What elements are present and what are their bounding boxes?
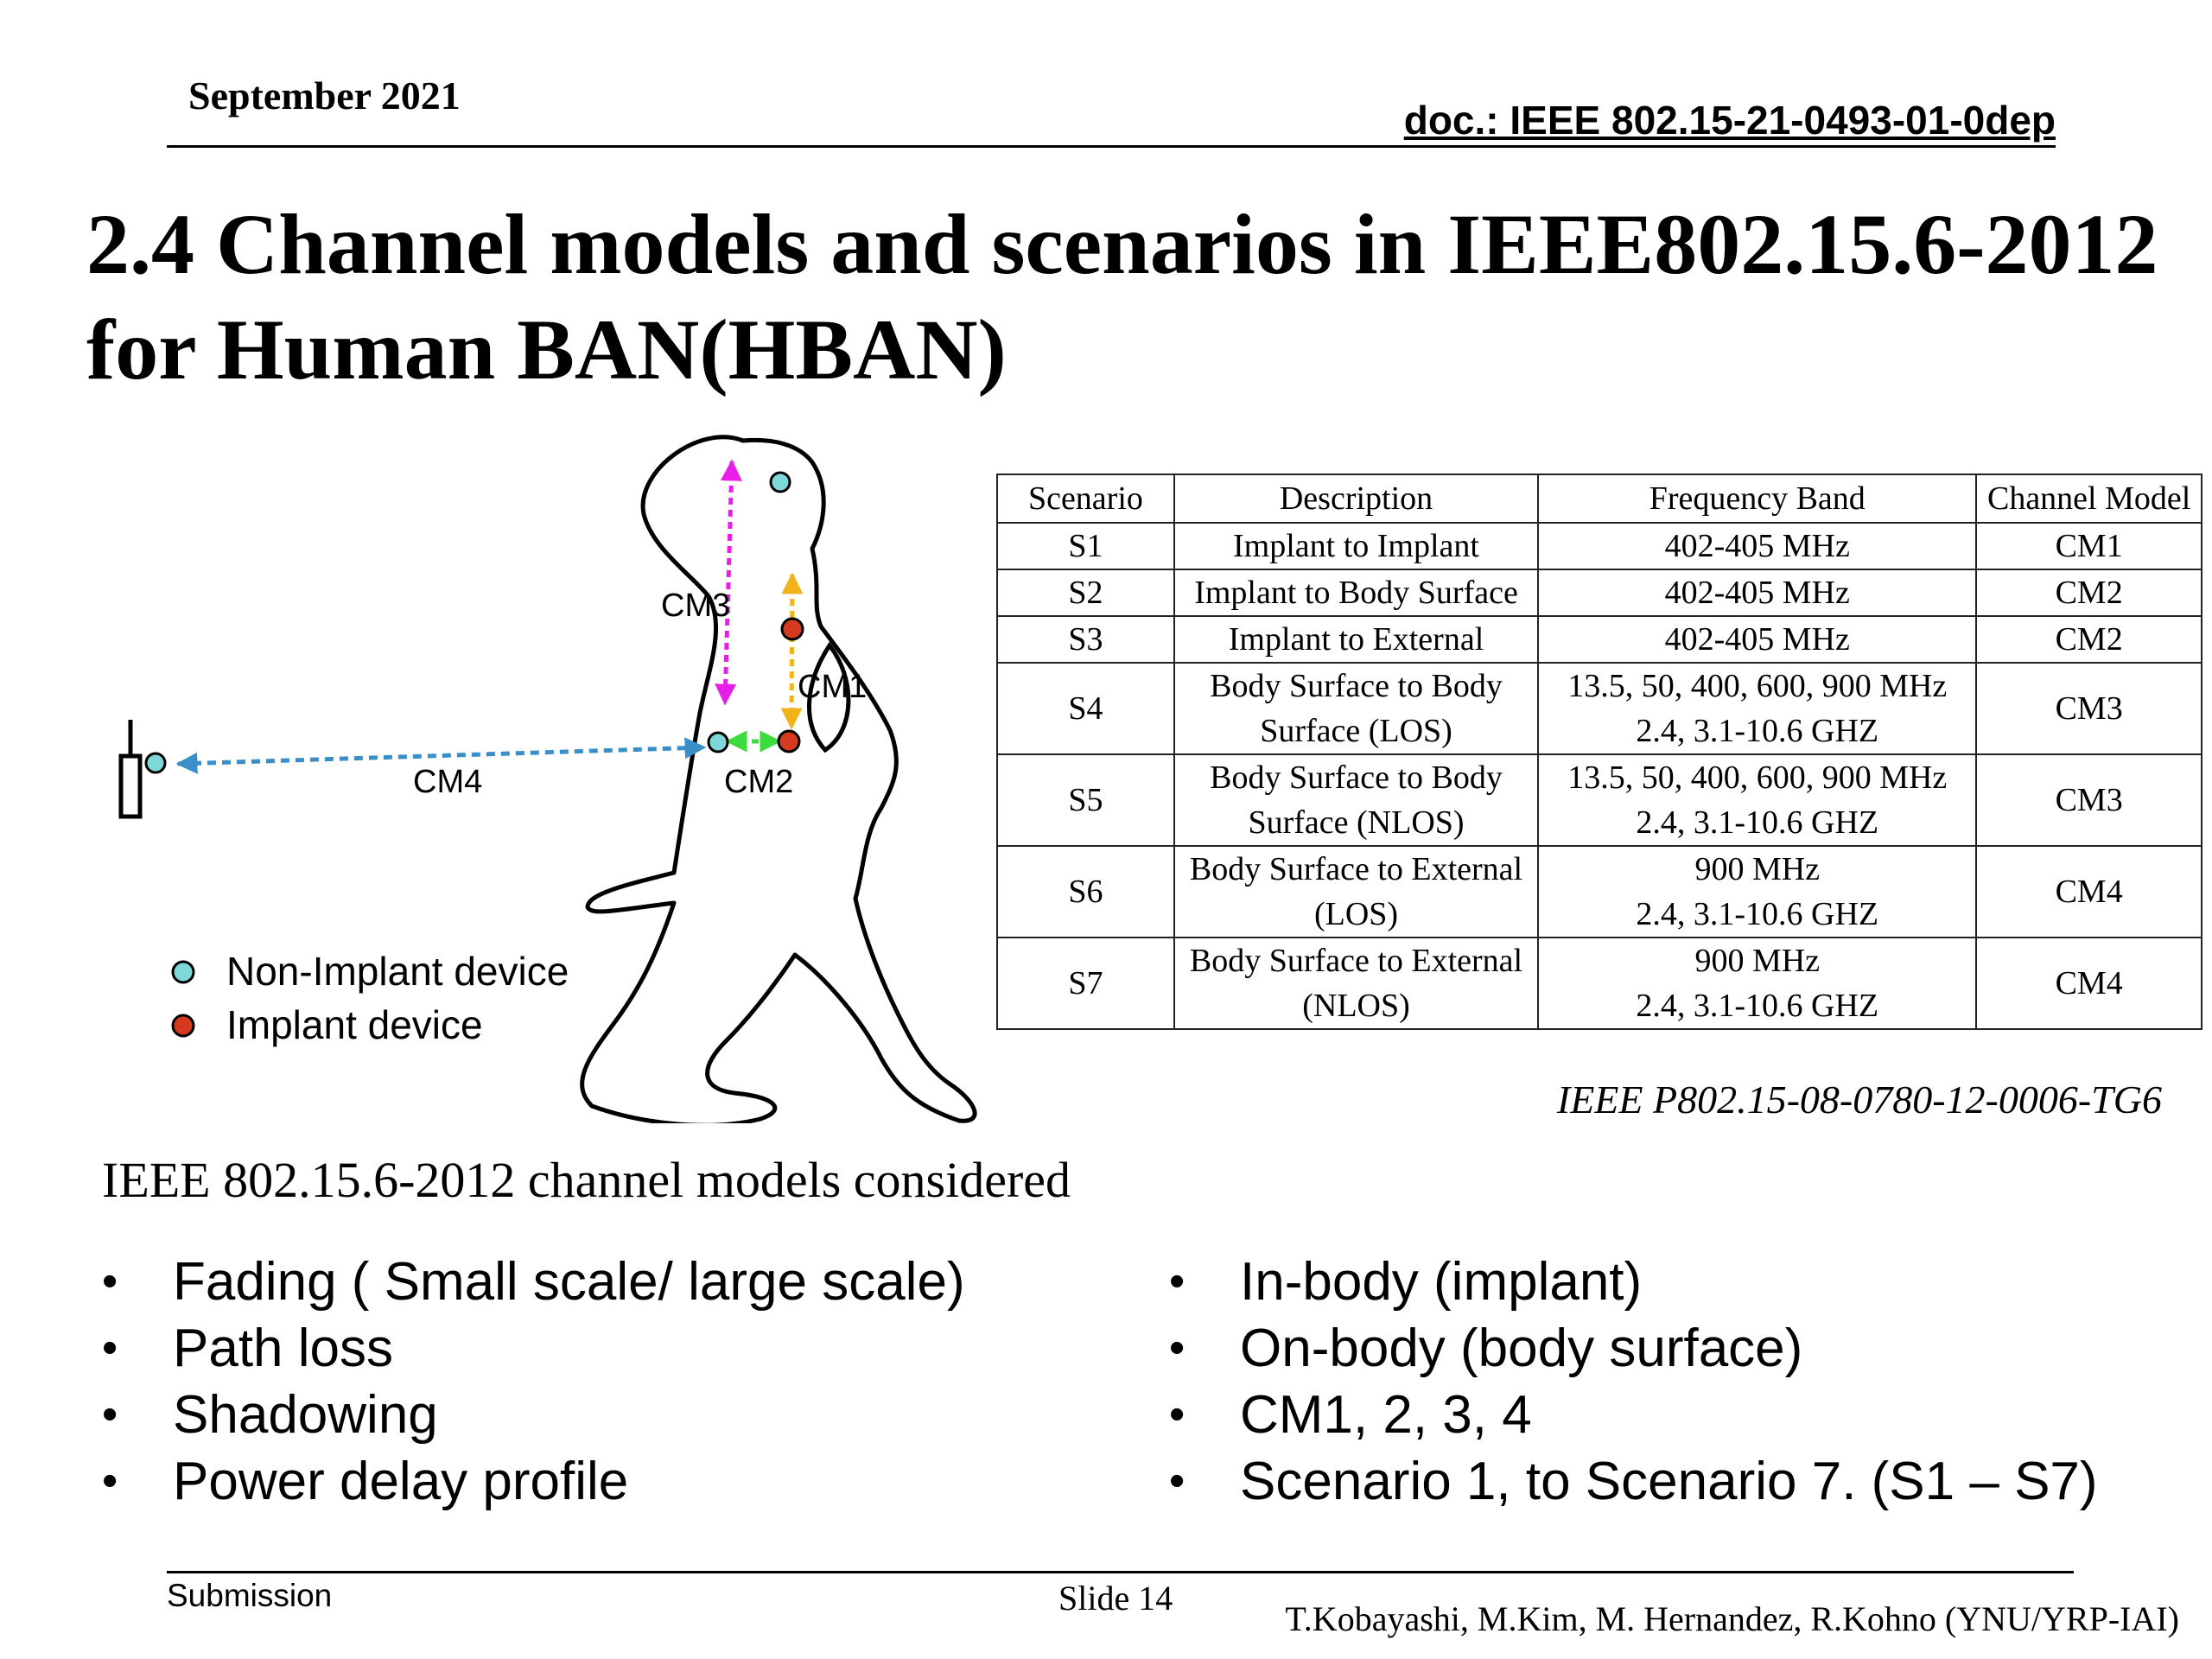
scenario-cell: S1 xyxy=(997,523,1174,569)
legend-non-implant-marker xyxy=(173,962,194,982)
table-row xyxy=(997,523,2202,569)
table-header-cell: Description xyxy=(1174,474,1538,523)
body-area-network-figure xyxy=(104,419,985,1123)
description-cell: Implant to Body Surface xyxy=(1174,569,1538,616)
cm4-label: CM4 xyxy=(413,764,483,800)
table-row xyxy=(997,616,2202,663)
frequency-cell: 900 MHz 2.4, 3.1-10.6 GHZ xyxy=(1538,938,1976,1029)
slide-title: 2.4 Channel models and scenarios in IEEE802.15.6-2012 for Human BAN(HBAN) xyxy=(86,196,2158,397)
frequency-cell: 13.5, 50, 400, 600, 900 MHz 2.4, 3.1-10.6 GHZ xyxy=(1538,754,1976,846)
channel-model-cell: CM4 xyxy=(1976,938,2202,1029)
channel-aspects-list xyxy=(102,1249,965,1515)
list-item: • Scenario 1, to Scenario 7. (S1 – S7) xyxy=(1169,1448,2098,1515)
scenario-cell: S7 xyxy=(997,938,1174,1029)
header-rule xyxy=(167,145,2056,148)
scenario-cell: S4 xyxy=(997,663,1174,754)
table-header-cell: Channel Model xyxy=(1976,474,2202,523)
cm3-arrow xyxy=(725,461,732,703)
scenario-table xyxy=(996,474,2202,1030)
section-subtitle: IEEE 802.15.6-2012 channel models considered xyxy=(102,1152,1071,1208)
list-item: • CM1, 2, 3, 4 xyxy=(1169,1382,2098,1448)
table-row xyxy=(997,846,2202,938)
frequency-cell: 402-405 MHz xyxy=(1538,569,1976,616)
footer-rule xyxy=(167,1571,2074,1573)
list-item: • Power delay profile xyxy=(102,1448,965,1515)
legend-implant-label: Implant device xyxy=(226,1002,483,1047)
footer-submission: Submission xyxy=(167,1578,333,1613)
header-doc-id: doc.: IEEE 802.15-21-0493-01-0dep xyxy=(1403,98,2056,143)
list-item: • On-body (body surface) xyxy=(1169,1315,2098,1382)
cm2-label: CM2 xyxy=(724,764,794,800)
table-header-row xyxy=(997,474,2202,523)
list-item: • Path loss xyxy=(102,1315,965,1382)
table-source-citation: IEEE P802.15-08-0780-12-0006-TG6 xyxy=(1556,1077,2162,1122)
scenario-cell: S6 xyxy=(997,846,1174,938)
description-cell: Body Surface to Body Surface (NLOS) xyxy=(1174,754,1538,846)
footer-authors: T.Kobayashi, M.Kim, M. Hernandez, R.Kohno (YNU/YRP-IAI) xyxy=(1285,1599,2179,1638)
channel-model-cell: CM4 xyxy=(1976,846,2202,938)
cm1-arrow xyxy=(791,575,792,728)
cm3-label: CM3 xyxy=(661,588,731,624)
frequency-cell: 402-405 MHz xyxy=(1538,616,1976,663)
table-row xyxy=(997,754,2202,846)
scenario-cell: S5 xyxy=(997,754,1174,846)
description-cell: Body Surface to External (NLOS) xyxy=(1174,938,1538,1029)
header-date: September 2021 xyxy=(188,73,461,118)
list-item: • Fading ( Small scale/ large scale) xyxy=(102,1249,965,1315)
frequency-cell: 402-405 MHz xyxy=(1538,523,1976,569)
implant-device-upper xyxy=(782,619,803,639)
table-row xyxy=(997,938,2202,1029)
channel-model-cell: CM1 xyxy=(1976,523,2202,569)
model-coverage-list xyxy=(1169,1249,2098,1515)
description-cell: Body Surface to External (LOS) xyxy=(1174,846,1538,938)
description-cell: Implant to Implant xyxy=(1174,523,1538,569)
channel-model-cell: CM3 xyxy=(1976,663,2202,754)
non-implant-device-external xyxy=(146,753,165,772)
table-header-cell: Frequency Band xyxy=(1538,474,1976,523)
scenario-cell: S3 xyxy=(997,616,1174,663)
table-header-cell: Scenario xyxy=(997,474,1174,523)
cm1-label: CM1 xyxy=(798,669,868,705)
description-cell: Body Surface to Body Surface (LOS) xyxy=(1174,663,1538,754)
cm4-arrow xyxy=(178,747,704,764)
scenario-cell: S2 xyxy=(997,569,1174,616)
channel-model-cell: CM2 xyxy=(1976,569,2202,616)
frequency-cell: 13.5, 50, 400, 600, 900 MHz 2.4, 3.1-10.6 GHZ xyxy=(1538,663,1976,754)
legend-implant-marker xyxy=(173,1015,194,1036)
external-device xyxy=(121,756,140,817)
channel-model-cell: CM3 xyxy=(1976,754,2202,846)
implant-device-lower xyxy=(779,731,799,752)
footer-slide-number: Slide 14 xyxy=(1058,1579,1173,1618)
frequency-cell: 900 MHz 2.4, 3.1-10.6 GHZ xyxy=(1538,846,1976,938)
table-row xyxy=(997,663,2202,754)
non-implant-device-head xyxy=(771,473,790,492)
channel-model-cell: CM2 xyxy=(1976,616,2202,663)
non-implant-device-torso xyxy=(709,733,728,752)
list-item: • Shadowing xyxy=(102,1382,965,1448)
legend-non-implant-label: Non-Implant device xyxy=(226,949,569,994)
list-item: • In-body (implant) xyxy=(1169,1249,2098,1315)
table-row xyxy=(997,569,2202,616)
description-cell: Implant to External xyxy=(1174,616,1538,663)
